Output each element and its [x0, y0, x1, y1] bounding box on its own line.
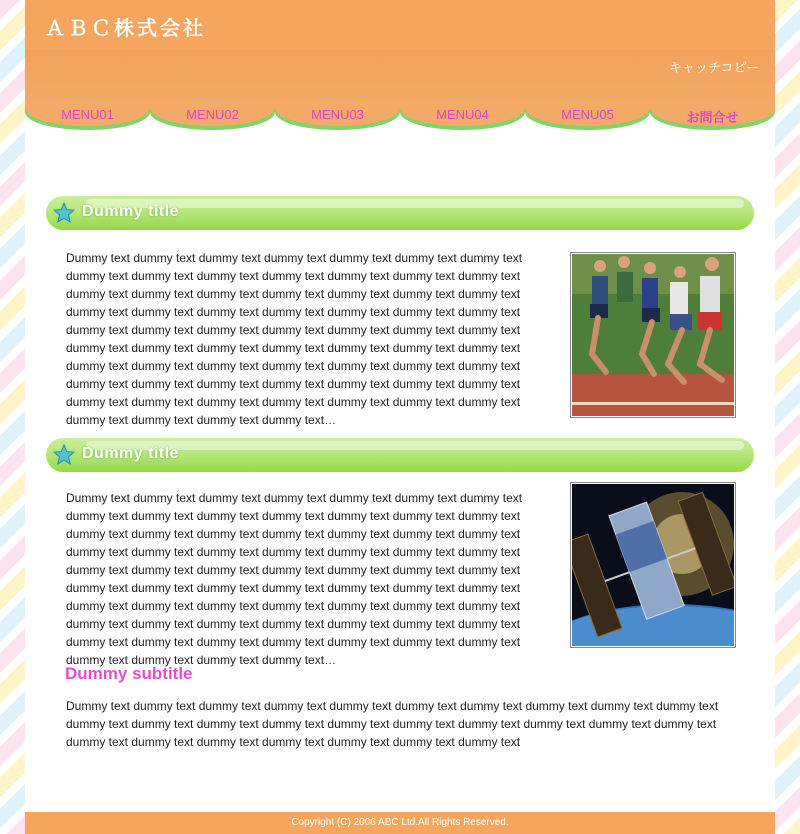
header-band: [25, 50, 775, 105]
nav-menu05[interactable]: [525, 98, 650, 142]
header: [25, 0, 775, 50]
section-title: Dummy title: [82, 203, 180, 220]
footer: [25, 812, 775, 834]
star-icon: [53, 444, 75, 466]
nav-label: MENU02: [186, 107, 239, 122]
section-title-bar: [46, 196, 754, 230]
site-logo[interactable]: ＡＢＣ株式会社: [45, 16, 206, 40]
section-title-bar: [46, 438, 754, 472]
nav-contact[interactable]: [650, 98, 775, 142]
nav-label: MENU03: [311, 107, 364, 122]
main-nav: [25, 98, 775, 146]
nav-label: MENU05: [561, 107, 614, 122]
satellite-photo: [570, 482, 736, 648]
nav-label: MENU01: [61, 107, 114, 122]
section-body-text: Dummy text dummy text dummy text dummy text dummy text dummy text dummy text dummy text dummy text dummy text dummy text dummy text dummy text dummy text dummy text dummy text dummy text dummy text dummy text dummy text dummy text dummy text dummy text dummy text dummy text dummy text dummy text dummy text dummy text dummy text dummy text dummy text dummy text dummy text dummy text dummy text dummy text dummy text dummy text dummy text dummy text dummy text dummy text dummy text dummy text dummy text dummy text dummy text dummy text dummy text dummy text dummy text dummy text dummy text dummy text dummy text dummy text dummy text dummy text dummy text dummy text dummy text dummy text dummy text dummy text dummy text dummy text…: [66, 491, 523, 667]
copyright: Copyright (C) 2006 ABC Ltd.All Rights Reserved.: [291, 817, 509, 828]
nav-label: MENU04: [436, 107, 489, 122]
catchphrase: キャッチコピー: [669, 61, 759, 76]
nav-menu01[interactable]: [25, 98, 150, 142]
section-title: Dummy title: [82, 445, 180, 462]
star-icon: [53, 202, 75, 224]
nav-menu04[interactable]: [400, 98, 525, 142]
page: [25, 0, 775, 834]
subsection-body-text: Dummy text dummy text dummy text dummy text dummy text dummy text dummy text dummy text dummy text dummy text dummy text dummy text dummy text dummy text dummy text dummy text dummy text dummy text dummy text dummy text dummy text dummy text dummy text dummy text dummy text dummy text dummy text: [66, 699, 719, 749]
nav-label: お問合せ: [686, 110, 739, 125]
nav-menu02[interactable]: [150, 98, 275, 142]
subtitle: Dummy subtitle: [65, 664, 193, 683]
runners-photo: [570, 252, 736, 418]
section-body-text: Dummy text dummy text dummy text dummy text dummy text dummy text dummy text dummy text dummy text dummy text dummy text dummy text dummy text dummy text dummy text dummy text dummy text dummy text dummy text dummy text dummy text dummy text dummy text dummy text dummy text dummy text dummy text dummy text dummy text dummy text dummy text dummy text dummy text dummy text dummy text dummy text dummy text dummy text dummy text dummy text dummy text dummy text dummy text dummy text dummy text dummy text dummy text dummy text dummy text dummy text dummy text dummy text dummy text dummy text dummy text dummy text dummy text dummy text dummy text dummy text dummy text dummy text dummy text dummy text dummy text dummy text dummy text…: [66, 251, 523, 427]
nav-menu03[interactable]: [275, 98, 400, 142]
